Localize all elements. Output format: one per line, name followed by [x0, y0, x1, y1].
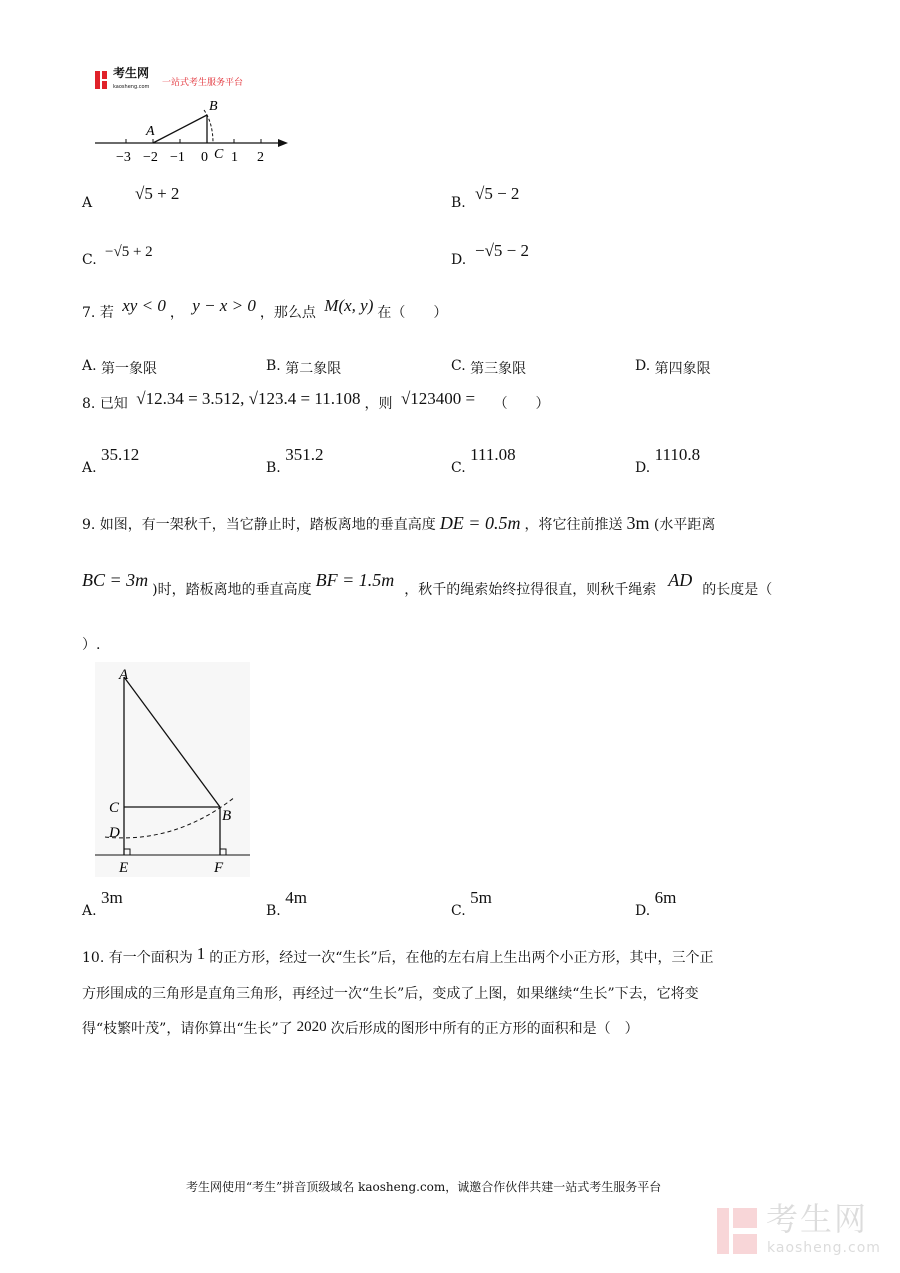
q9-line1: [82, 513, 715, 534]
q10-line1: [82, 944, 714, 967]
label-C: C: [214, 147, 224, 162]
tick-label: −3: [116, 150, 131, 165]
q7-number: 7.: [82, 305, 96, 321]
q9-option-a-value: 3m: [101, 888, 123, 907]
q9-option-c-letter: C.: [451, 903, 466, 919]
logo-domain: kaosheng.com: [113, 84, 150, 90]
q8-option-b-letter: B.: [266, 460, 281, 476]
q8-option-a-value: 35.12: [101, 445, 140, 464]
q7-mid: ，那么点: [259, 305, 316, 321]
q8-ask: √123400 =: [400, 389, 476, 408]
q6-option-b-letter[interactable]: B.: [451, 195, 466, 211]
q7-option-d[interactable]: [635, 355, 711, 375]
q8-option-c-letter: C.: [451, 460, 466, 476]
q7-option-c-value: 第三象限: [470, 361, 527, 377]
swing-label-C: C: [109, 800, 120, 816]
q6-option-d-letter[interactable]: D.: [451, 252, 467, 268]
q9-line2: [82, 570, 773, 598]
q9-line1-text: 9. 如图，有一架秋千，当它静止时，踏板离地的垂直高度: [82, 517, 436, 533]
tick-label: −1: [170, 150, 185, 165]
q7-option-a[interactable]: [82, 355, 157, 375]
logo-text: 考生网: [113, 66, 150, 80]
label-A: A: [146, 124, 155, 139]
q8-option-d-letter: D.: [635, 460, 651, 476]
q8-given: √12.34 = 3.512, √123.4 = 11.108: [136, 389, 361, 408]
swing-label-B: B: [222, 808, 232, 824]
q6-option-c-letter[interactable]: C.: [82, 252, 97, 268]
q10-line2: 方形围成的三角形是直角三角形，再经过一次“生长”后，变成了上图，如果继续“生长”下去，它将变: [82, 986, 699, 1002]
label-B: B: [209, 99, 218, 114]
q10-line1-b: 的正方形，经过一次“生长”后，在他的左右肩上生出两个小正方形，其中，三个正: [209, 950, 714, 966]
footer-text: 考生网使用“考生”拼音顶级域名 kaosheng.com，诚邀合作伙伴共建一站式考生服务平台: [186, 1180, 662, 1194]
tick-label: −2: [143, 150, 158, 165]
q8-option-c[interactable]: [451, 445, 516, 476]
q9-de: DE = 0.5m: [439, 513, 521, 533]
q7-sep: ，: [169, 305, 184, 321]
q10-one: 1: [196, 944, 206, 963]
tick-label: 0: [201, 150, 208, 165]
header-slogan: 一站式考生服务平台: [162, 78, 244, 88]
q6-option-d-value[interactable]: −√5 − 2: [475, 241, 530, 260]
q7-option-c[interactable]: [451, 355, 526, 375]
q9-ad: AD: [668, 570, 693, 590]
q8-option-a-letter: A.: [82, 460, 97, 476]
q9-line2-b: ，秋千的绳索始终拉得很直，则秋千绳索: [404, 582, 657, 598]
q7-post: 在（ ）: [377, 305, 448, 321]
q7-option-b-letter: B.: [266, 358, 281, 374]
q9-option-d-value: 6m: [654, 888, 677, 907]
q9-line2-a: )时，踏板离地的垂直高度: [152, 582, 312, 598]
watermark-logo-icon: [717, 1208, 757, 1254]
q9-line2-c: 的长度是（: [702, 582, 773, 598]
q7-option-d-value: 第四象限: [654, 361, 711, 377]
q10-line3: [82, 1018, 639, 1038]
q8-mid: ，则: [364, 396, 393, 412]
q7-stem: [82, 296, 448, 322]
q9-option-a-letter: A.: [82, 903, 97, 919]
q8-option-b[interactable]: [266, 445, 324, 476]
q9-option-b-letter: B.: [266, 903, 281, 919]
swing-label-A: A: [119, 667, 129, 683]
q8-option-d-value: 1110.8: [654, 445, 701, 464]
q6-option-b-value[interactable]: √5 − 2: [475, 184, 520, 203]
q9-option-b-value: 4m: [285, 888, 307, 907]
q7-cond1: xy < 0: [122, 296, 166, 315]
tick-label: 1: [231, 150, 238, 165]
q9-line1-end: (水平距离: [653, 517, 716, 533]
q9-option-c-value: 5m: [470, 888, 492, 907]
q8-option-b-value: 351.2: [285, 445, 324, 464]
q9-push: 3m: [626, 513, 650, 533]
q8-option-d[interactable]: [635, 445, 701, 476]
q8-pre: 已知: [99, 396, 128, 412]
q7-option-b-value: 第二象限: [285, 361, 342, 377]
q10-line3-b: 次后形成的图形中所有的正方形的面积和是（ ）: [330, 1021, 639, 1037]
q9-option-d[interactable]: [635, 888, 677, 919]
q10-year: 2020: [296, 1019, 327, 1035]
swing-figure: [95, 662, 250, 877]
q8-number: 8.: [82, 396, 96, 412]
q7-option-a-letter: A.: [82, 358, 97, 374]
watermark-domain: kaosheng.com: [767, 1240, 881, 1256]
q9-bc: BC = 3m: [82, 570, 149, 590]
watermark-text: 考生网: [766, 1200, 869, 1238]
q9-option-b[interactable]: [266, 888, 307, 919]
q10-line3-a: 得“枝繁叶茂”，请你算出“生长”了: [82, 1021, 293, 1037]
tick-label: 2: [257, 150, 264, 165]
q7-option-c-letter: C.: [451, 358, 466, 374]
q6-option-a-value[interactable]: √5 + 2: [135, 184, 180, 203]
q8-option-a[interactable]: [82, 445, 140, 476]
q6-option-c-value[interactable]: −√5 + 2: [105, 244, 153, 260]
header-logo: [95, 70, 109, 94]
q7-option-d-letter: D.: [635, 358, 651, 374]
q9-line1-mid: ，将它往前推送: [524, 517, 623, 533]
q9-line3: ）.: [82, 637, 101, 653]
q9-option-a[interactable]: [82, 888, 123, 919]
q7-option-a-value: 第一象限: [101, 361, 158, 377]
q10-line1-a: 10. 有一个面积为: [82, 950, 193, 966]
q9-bf: BF = 1.5m: [315, 570, 395, 590]
swing-label-F: F: [214, 860, 224, 876]
q9-option-c[interactable]: [451, 888, 492, 919]
q7-point: M(x, y): [324, 296, 374, 315]
q8-blank: （ ）: [493, 396, 550, 412]
q6-option-a-letter[interactable]: A: [82, 195, 93, 211]
number-line-figure: [90, 95, 300, 170]
swing-label-E: E: [119, 860, 129, 876]
q9-option-d-letter: D.: [635, 903, 651, 919]
logo-mark-icon: [95, 70, 109, 90]
q8-option-c-value: 111.08: [470, 445, 516, 464]
swing-label-D: D: [109, 825, 120, 841]
q7-cond2: y − x > 0: [192, 296, 256, 315]
q7-option-b[interactable]: [266, 355, 341, 375]
q8-stem: [82, 389, 550, 413]
q7-pre: 若: [99, 305, 114, 321]
